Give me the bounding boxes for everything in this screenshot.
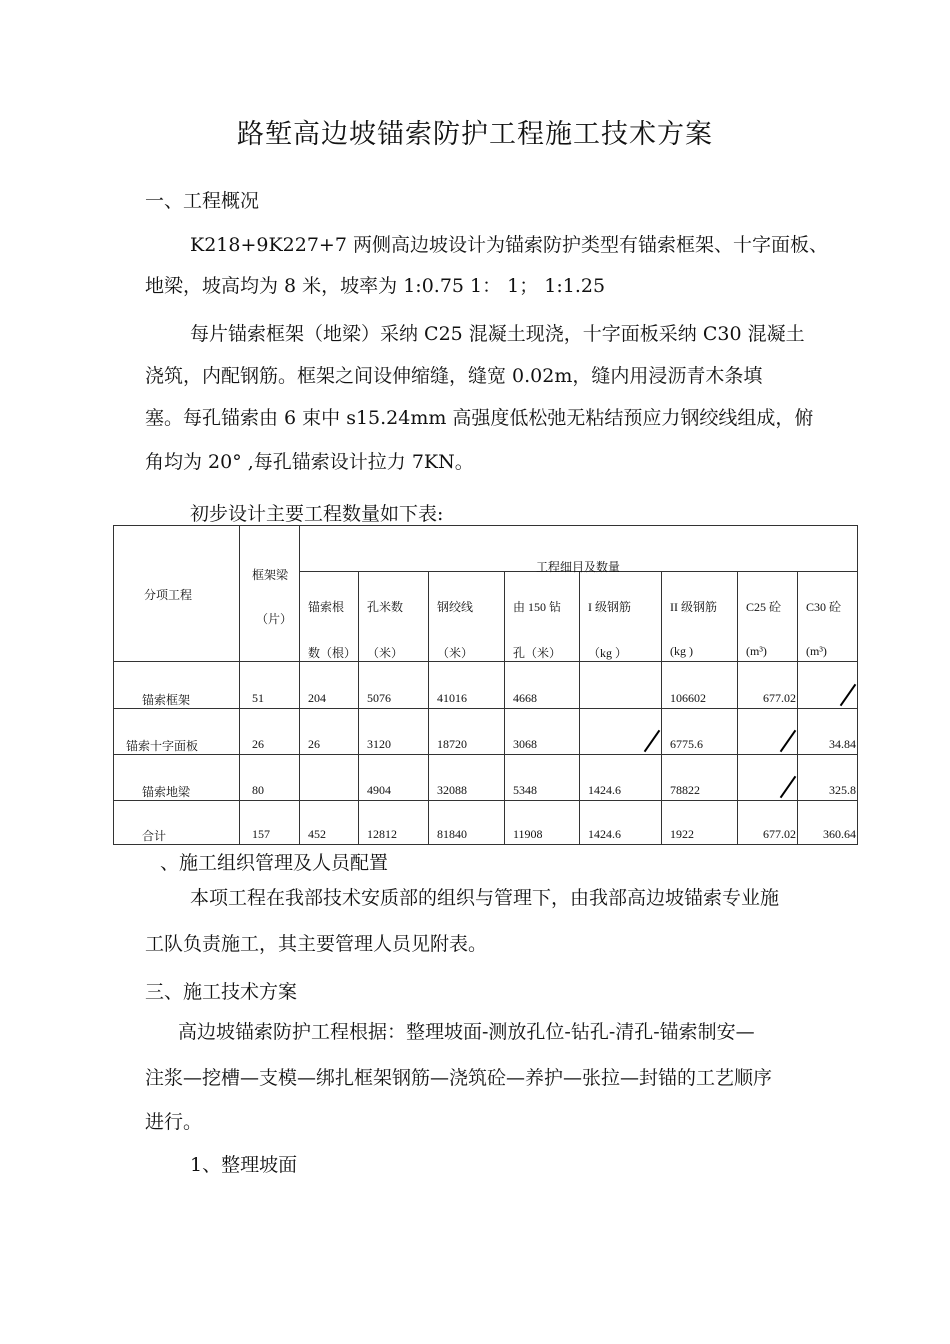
section3-heading: 三、施工技术方案 xyxy=(145,981,298,1003)
header-frame-a: 框架梁 xyxy=(252,568,289,582)
sub-header-cell xyxy=(359,572,429,662)
sub-header-cell xyxy=(580,572,662,662)
quantity-cell xyxy=(580,801,662,845)
table-row xyxy=(114,662,858,709)
frame-count: 26 xyxy=(252,737,264,751)
section3-line3: 进行。 xyxy=(145,1111,203,1133)
table-intro: 初步设计主要工程数量如下表: xyxy=(190,503,444,525)
frame-count-cell xyxy=(240,709,300,755)
sub-header-cell xyxy=(300,572,359,662)
header-frame-b: （片） xyxy=(256,612,293,626)
sub-header-unit: 数（根） xyxy=(308,646,357,660)
item-name: 锚索框架 xyxy=(142,693,191,707)
item-name-cell xyxy=(114,755,240,801)
quantity-cell xyxy=(738,709,798,755)
item-name: 锚索地梁 xyxy=(142,785,191,799)
quantity-value: 325.8 xyxy=(829,783,856,797)
sub-header-label: 孔米数 xyxy=(367,600,404,614)
document-title: 路堑高边坡锚索防护工程施工技术方案 xyxy=(237,119,713,150)
quantity-cell xyxy=(359,709,429,755)
empty-cell-slash xyxy=(780,730,797,752)
sub-header-label: 锚索根 xyxy=(308,600,345,614)
quantity-cell xyxy=(505,709,580,755)
quantity-cell xyxy=(359,755,429,801)
sub-header-cell xyxy=(662,572,738,662)
item-name-cell xyxy=(114,801,240,845)
quantity-cell xyxy=(505,801,580,845)
para2-line4: 角均为 20° ,每孔锚索设计拉力 7KN。 xyxy=(145,451,474,473)
quantity-cell xyxy=(662,709,738,755)
section2-line1: 本项工程在我部技术安质部的组织与管理下，由我部高边坡锚索专业施 xyxy=(190,887,780,909)
sub-header-label: II 级钢筋 xyxy=(670,600,717,614)
empty-cell-slash xyxy=(780,776,797,798)
quantity-value: 32088 xyxy=(437,783,467,797)
quantity-cell xyxy=(662,755,738,801)
quantity-value: 106602 xyxy=(670,691,706,705)
quantity-value: 78822 xyxy=(670,783,700,797)
quantity-value: 41016 xyxy=(437,691,467,705)
item-name: 合计 xyxy=(142,829,167,843)
section3-line1: 高边坡锚索防护工程根据：整理坡面-测放孔位-钻孔-清孔-锚索制安— xyxy=(178,1021,755,1043)
quantity-value: 5348 xyxy=(513,783,537,797)
group-header-cell xyxy=(300,526,858,572)
header-item: 分项工程 xyxy=(144,588,193,602)
group-header: 工程细目及数量 xyxy=(536,560,621,574)
quantity-value: 677.02 xyxy=(763,827,796,841)
item-name-cell xyxy=(114,709,240,755)
quantity-value: 4668 xyxy=(513,691,537,705)
sub-header-label: I 级钢筋 xyxy=(588,600,631,614)
quantity-value: 4904 xyxy=(367,783,391,797)
quantity-value: 452 xyxy=(308,827,326,841)
sub-header-cell xyxy=(798,572,858,662)
quantity-cell xyxy=(798,801,858,845)
frame-count: 157 xyxy=(252,827,270,841)
quantity-value: 18720 xyxy=(437,737,467,751)
quantity-cell xyxy=(429,709,505,755)
sub-header-unit: (m³) xyxy=(806,644,827,658)
frame-count-cell xyxy=(240,801,300,845)
quantity-value: 1922 xyxy=(670,827,694,841)
quantity-value: 6775.6 xyxy=(670,737,703,751)
section3-line2: 注浆—挖槽—支模—绑扎框架钢筋—浇筑砼—养护—张拉—封锚的工艺顺序 xyxy=(145,1067,773,1089)
frame-count: 80 xyxy=(252,783,264,797)
header-item-cell xyxy=(114,526,240,662)
section3-step1: 1、整理坡面 xyxy=(190,1154,298,1176)
quantity-cell xyxy=(359,801,429,845)
sub-header-unit: （米） xyxy=(367,646,404,660)
quantity-value: 1424.6 xyxy=(588,783,621,797)
quantity-value: 677.02 xyxy=(763,691,796,705)
quantity-cell xyxy=(429,662,505,709)
quantity-cell xyxy=(798,755,858,801)
para2-line1: 每片锚索框架（地梁）采纳 C25 混凝土现浇，十字面板采纳 C30 混凝土 xyxy=(190,323,805,345)
quantity-value: 204 xyxy=(308,691,326,705)
quantity-value: 1424.6 xyxy=(588,827,621,841)
quantity-value: 5076 xyxy=(367,691,391,705)
quantity-cell xyxy=(580,709,662,755)
sub-header-label: C30 砼 xyxy=(806,600,842,614)
quantity-cell xyxy=(429,801,505,845)
quantity-table xyxy=(113,525,858,845)
frame-count-cell xyxy=(240,755,300,801)
quantity-cell xyxy=(662,662,738,709)
sub-header-label: 钢绞线 xyxy=(437,600,474,614)
para2-line3: 塞。每孔锚索由 6 束中 s15.24mm 高强度低松弛无粘结预应力钢绞线组成，俯 xyxy=(145,407,814,429)
item-name: 锚索十字面板 xyxy=(126,739,199,753)
header-frame-cell xyxy=(240,526,300,662)
quantity-cell xyxy=(300,709,359,755)
quantity-value: 360.64 xyxy=(823,827,856,841)
quantity-value: 34.84 xyxy=(829,737,856,751)
quantity-value: 26 xyxy=(308,737,320,751)
quantity-value: 3120 xyxy=(367,737,391,751)
frame-count: 51 xyxy=(252,691,264,705)
quantity-value: 12812 xyxy=(367,827,397,841)
sub-header-cell xyxy=(738,572,798,662)
quantity-cell xyxy=(798,709,858,755)
quantity-cell xyxy=(300,801,359,845)
empty-cell-slash xyxy=(840,684,857,706)
sub-header-unit: (m³) xyxy=(746,644,767,658)
sub-header-unit: (kg ) xyxy=(670,644,693,658)
quantity-value: 11908 xyxy=(513,827,543,841)
quantity-cell xyxy=(505,662,580,709)
sub-header-unit: 孔（米） xyxy=(513,646,562,660)
quantity-cell xyxy=(580,662,662,709)
sub-header-cell xyxy=(505,572,580,662)
table-row xyxy=(114,709,858,755)
para2-line2: 浇筑，内配钢筋。框架之间设伸缩缝，缝宽 0.02m，缝内用浸沥青木条填 xyxy=(145,365,763,387)
sub-header-unit: （kg ） xyxy=(588,646,628,660)
sub-header-cell xyxy=(429,572,505,662)
quantity-cell xyxy=(798,662,858,709)
sub-header-unit: （米） xyxy=(437,646,474,660)
section2-line2: 工队负责施工，其主要管理人员见附表。 xyxy=(145,933,488,955)
quantity-value: 3068 xyxy=(513,737,537,751)
quantity-cell xyxy=(505,755,580,801)
quantity-cell xyxy=(300,755,359,801)
sub-header-label: C25 砼 xyxy=(746,600,782,614)
quantity-cell xyxy=(300,662,359,709)
quantity-cell xyxy=(662,801,738,845)
quantity-cell xyxy=(359,662,429,709)
quantity-cell xyxy=(738,662,798,709)
table-row xyxy=(114,801,858,845)
quantity-cell xyxy=(580,755,662,801)
quantity-cell xyxy=(429,755,505,801)
para1-line1: K218+9K227+7 两侧高边坡设计为锚索防护类型有锚索框架、十字面板、 xyxy=(190,234,828,256)
frame-count-cell xyxy=(240,662,300,709)
quantity-value: 81840 xyxy=(437,827,467,841)
section2-heading: 、施工组织管理及人员配置 xyxy=(160,852,389,874)
para1-line2: 地梁，坡高均为 8 米，坡率为 1:0.75 1： 1； 1:1.25 xyxy=(145,275,606,297)
table-row xyxy=(114,755,858,801)
empty-cell-slash xyxy=(644,730,661,752)
section1-heading: 一、工程概况 xyxy=(145,190,260,212)
item-name-cell xyxy=(114,662,240,709)
sub-header-label: 由 150 钻 xyxy=(513,600,562,614)
quantity-cell xyxy=(738,755,798,801)
quantity-cell xyxy=(738,801,798,845)
